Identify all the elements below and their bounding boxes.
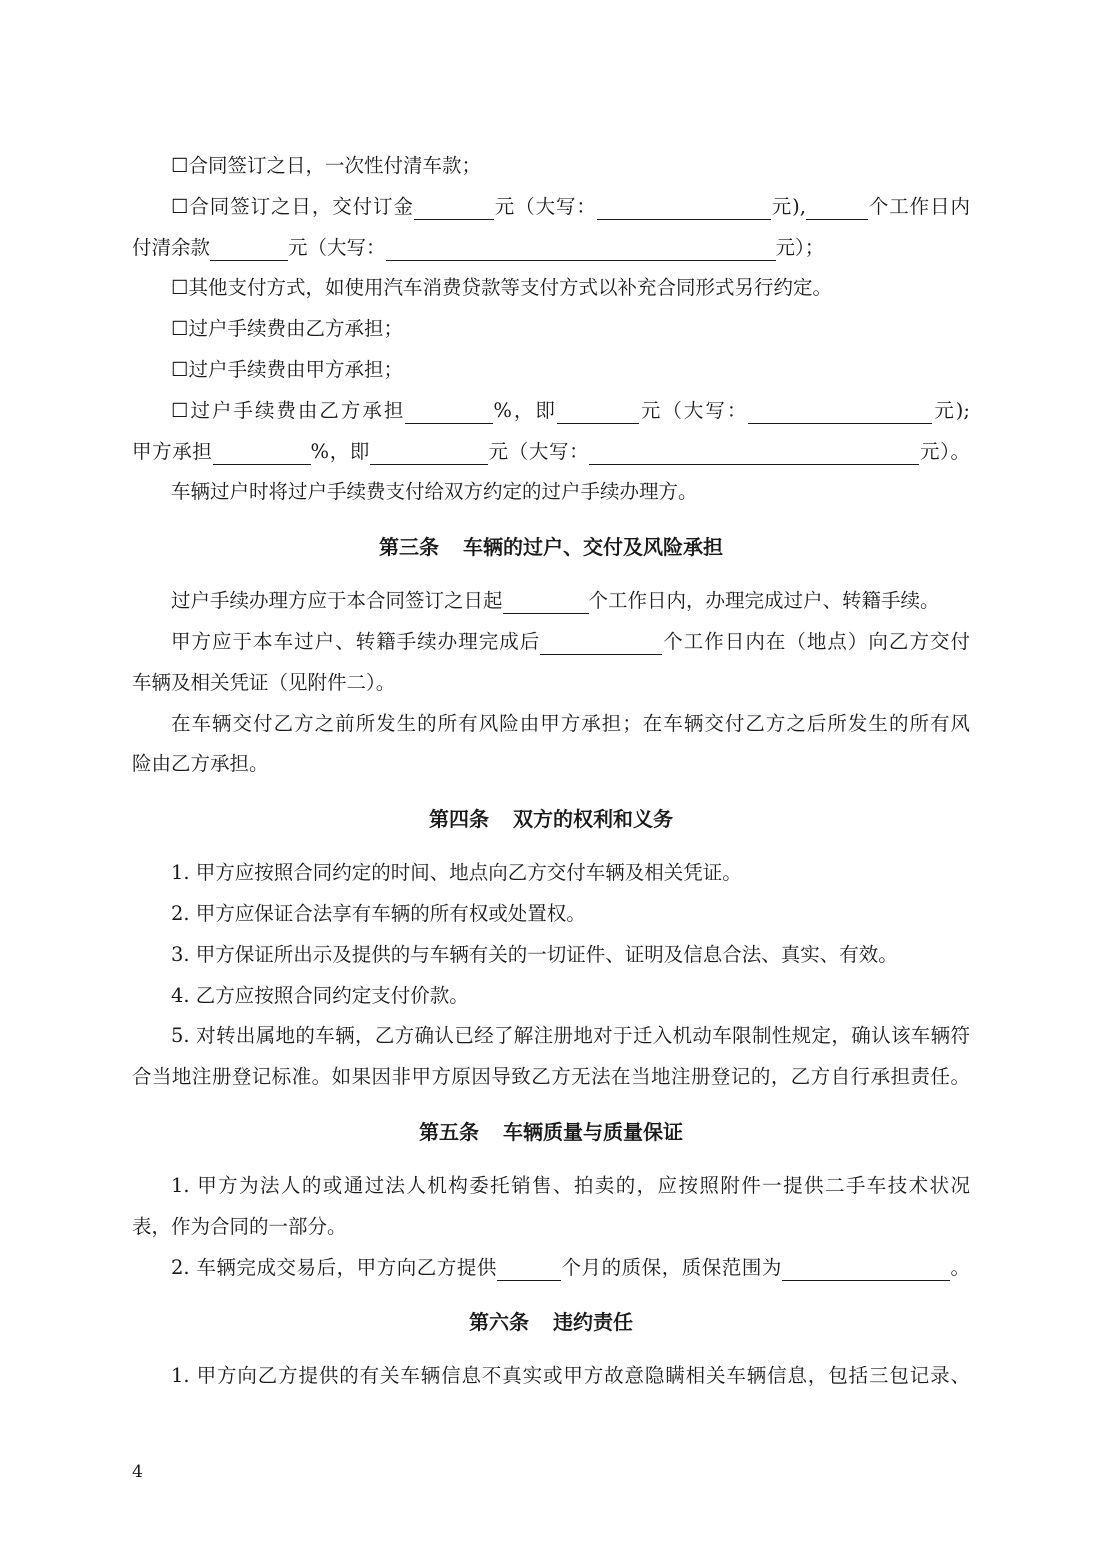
payment-option-deposit: ☐合同签订之日，交付订金 元（大写： 元), 个工作日内 xyxy=(132,187,970,228)
article3-para2: 甲方应于本车过户、转籍手续办理完成后 个工作日内在（地点）向乙方交付 xyxy=(132,622,970,663)
deposit-amount-blank xyxy=(414,191,494,220)
delivery-days-blank xyxy=(540,626,662,655)
warranty-scope-blank xyxy=(782,1252,950,1281)
article3-heading: 第三条 车辆的过户、交付及风险承担 xyxy=(379,535,723,560)
article3-para3-cont: 险由乙方承担。 xyxy=(132,752,269,776)
article4-item: 3. 甲方保证所出示及提供的与车辆有关的一切证件、证明及信息合法、真实、有效。 xyxy=(171,942,898,966)
balance-amount-words-blank xyxy=(386,232,776,261)
page-number: 4 xyxy=(132,1462,143,1482)
seller-amount-blank xyxy=(370,436,488,465)
article3-para3: 在车辆交付乙方之前所发生的所有风险由甲方承担；在车辆交付乙方之后所发生的所有风 xyxy=(171,711,970,735)
seller-percent-blank xyxy=(213,436,311,465)
article4-item: 1. 甲方应按照合同约定的时间、地点向乙方交付车辆及相关凭证。 xyxy=(171,861,742,885)
article5-para1: 1. 甲方为法人的或通过法人机构委托销售、拍卖的，应按照附件一提供二手车技术状况 xyxy=(171,1173,970,1197)
article4-item: 4. 乙方应按照合同约定支付价款。 xyxy=(171,983,469,1007)
buyer-amount-blank xyxy=(557,395,639,424)
seller-amount-words-blank xyxy=(589,436,919,465)
transfer-days-blank xyxy=(503,585,589,614)
warranty-months-blank xyxy=(497,1252,561,1281)
article6-heading: 第六条 违约责任 xyxy=(469,1310,633,1335)
article5-para1-cont: 表，作为合同的一部分。 xyxy=(132,1214,347,1238)
article4-item: 5. 对转出属地的车辆，乙方确认已经了解注册地对于迁入机动车限制性规定，确认该车辆符 xyxy=(171,1024,970,1048)
article4-item5-cont: 合当地注册登记标准。如果因非甲方原因导致乙方无法在当地注册登记的，乙方自行承担责任。 xyxy=(132,1065,970,1089)
article4-heading: 第四条 双方的权利和义务 xyxy=(429,807,673,832)
transfer-fee-option-buyer: ☐过户手续费由乙方承担； xyxy=(171,317,403,341)
article3-para2-cont: 车辆及相关凭证（见附件二）。 xyxy=(132,670,396,694)
transfer-fee-option-split-cont: 甲方承担 %，即 元（大写： 元）。 xyxy=(132,432,970,473)
transfer-fee-option-split: ☐过户手续费由乙方承担 %，即 元（大写： 元); xyxy=(132,391,970,432)
work-days-blank xyxy=(806,191,868,220)
payment-option-full: ☐合同签订之日，一次性付清车款； xyxy=(171,154,481,177)
buyer-percent-blank xyxy=(405,395,493,424)
payment-option-deposit-cont: 付清余款 元（大写： 元）； xyxy=(132,228,970,269)
payment-option-other: ☐其他支付方式，如使用汽车消费贷款等支付方式以补充合同形式另行约定。 xyxy=(171,276,832,300)
balance-amount-blank xyxy=(210,232,288,261)
article4-item: 2. 甲方应保证合法享有车辆的所有权或处置权。 xyxy=(171,901,586,925)
transfer-fee-option-seller: ☐过户手续费由甲方承担； xyxy=(171,357,403,381)
article6-para1: 1. 甲方向乙方提供的有关车辆信息不真实或甲方故意隐瞒相关车辆信息，包括三包记录、 xyxy=(171,1364,970,1388)
article5-para2: 2. 车辆完成交易后，甲方向乙方提供 个月的质保，质保范围为 。 xyxy=(132,1248,970,1289)
deposit-amount-words-blank xyxy=(597,191,771,220)
article3-para1: 过户手续办理方应于本合同签订之日起 个工作日内，办理完成过户、转籍手续。 xyxy=(132,581,970,622)
buyer-amount-words-blank xyxy=(748,395,932,424)
contract-page xyxy=(132,146,970,1397)
transfer-fee-payment-note: 车辆过户时将过户手续费支付给双方约定的过户手续办理方。 xyxy=(171,480,698,504)
article5-heading: 第五条 车辆质量与质量保证 xyxy=(419,1119,683,1144)
